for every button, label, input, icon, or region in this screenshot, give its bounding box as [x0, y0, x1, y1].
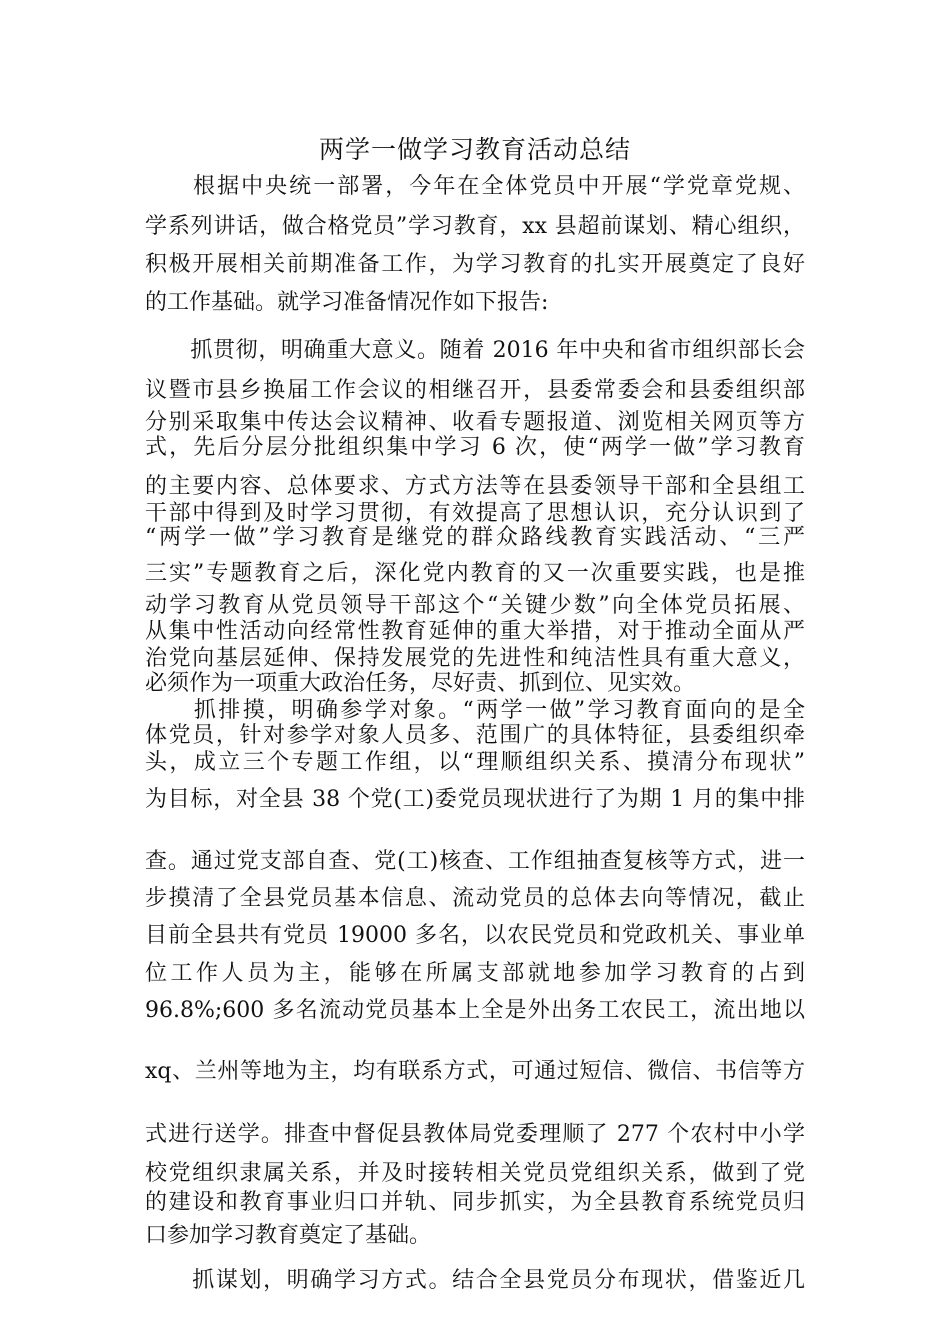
text-line: 抓谋划，明确学习方式。结合全县党员分布现状，借鉴近几 [145, 1268, 805, 1293]
document-title: 两学一做学习教育活动总结 [318, 135, 631, 164]
text-line: 治党向基层延伸、保持发展党的先进性和纯洁性具有重大意义， [145, 646, 805, 671]
text-line: 口参加学习教育奠定了基础。 [145, 1223, 432, 1248]
text-line: 动学习教育从党员领导干部这个“关键少数”向全体党员拓展、 [145, 593, 805, 618]
text-line: 抓排摸，明确参学对象。“两学一做”学习教育面向的是全 [145, 698, 805, 723]
text-line: xq、兰州等地为主，均有联系方式，可通过短信、微信、书信等方 [145, 1059, 805, 1084]
text-line: 的工作基础。就学习准备情况作如下报告: [145, 290, 549, 315]
text-line: 体党员，针对参学对象人员多、范围广的具体特征，县委组织牵 [145, 723, 805, 748]
text-line: 根据中央统一部署，今年在全体党员中开展“学党章党规、 [145, 174, 805, 199]
text-line: 式进行送学。排查中督促县教体局党委理顺了 277 个农村中小学 [145, 1122, 805, 1147]
text-line: 必须作为一项重大政治任务，尽好责、抓到位、见实效。 [145, 671, 696, 696]
text-line: 位工作人员为主，能够在所属支部就地参加学习教育的占到 [145, 961, 805, 986]
text-line: 目前全县共有党员 19000 多名，以农民党员和党政机关、事业单 [145, 923, 805, 948]
text-line: 96.8%;600 多名流动党员基本上全是外出务工农民工，流出地以 [145, 998, 805, 1023]
text-line: 校党组织隶属关系，并及时接转相关党员党组织关系，做到了党 [145, 1161, 805, 1186]
text-line: 的主要内容、总体要求、方式方法等在县委领导干部和全县组工 [145, 474, 805, 499]
text-line: 从集中性活动向经常性教育延伸的重大举措，对于推动全面从严 [145, 619, 805, 644]
text-line: 三实”专题教育之后，深化党内教育的又一次重要实践，也是推 [145, 561, 805, 586]
text-line: 头，成立三个专题工作组，以“理顺组织关系、摸清分布现状” [145, 750, 805, 775]
text-line: 积极开展相关前期准备工作，为学习教育的扎实开展奠定了良好 [145, 252, 805, 277]
text-line: 查。通过党支部自查、党(工)核查、工作组抽查复核等方式，进一 [145, 849, 805, 874]
text-line: 抓贯彻，明确重大意义。随着 2016 年中央和省市组织部长会 [145, 338, 805, 363]
text-line: 式，先后分层分批组织集中学习 6 次，使“两学一做”学习教育 [145, 435, 805, 460]
text-line: 步摸清了全县党员基本信息、流动党员的总体去向等情况，截止 [145, 886, 805, 911]
text-line: 为目标，对全县 38 个党(工)委党员现状进行了为期 1 月的集中排 [145, 787, 805, 812]
text-line: 议暨市县乡换届工作会议的相继召开，县委常委会和县委组织部 [145, 378, 805, 403]
text-line: “两学一做”学习教育是继党的群众路线教育实践活动、“三严 [145, 525, 805, 550]
text-line: 干部中得到及时学习贯彻，有效提高了思想认识，充分认识到了 [145, 501, 805, 526]
text-line: 学系列讲话，做合格党员”学习教育，xx 县超前谋划、精心组织， [145, 214, 805, 239]
text-line: 的建设和教育事业归口并轨、同步抓实，为全县教育系统党员归 [145, 1190, 805, 1215]
text-line: 分别采取集中传达会议精神、收看专题报道、浏览相关网页等方 [145, 410, 805, 435]
